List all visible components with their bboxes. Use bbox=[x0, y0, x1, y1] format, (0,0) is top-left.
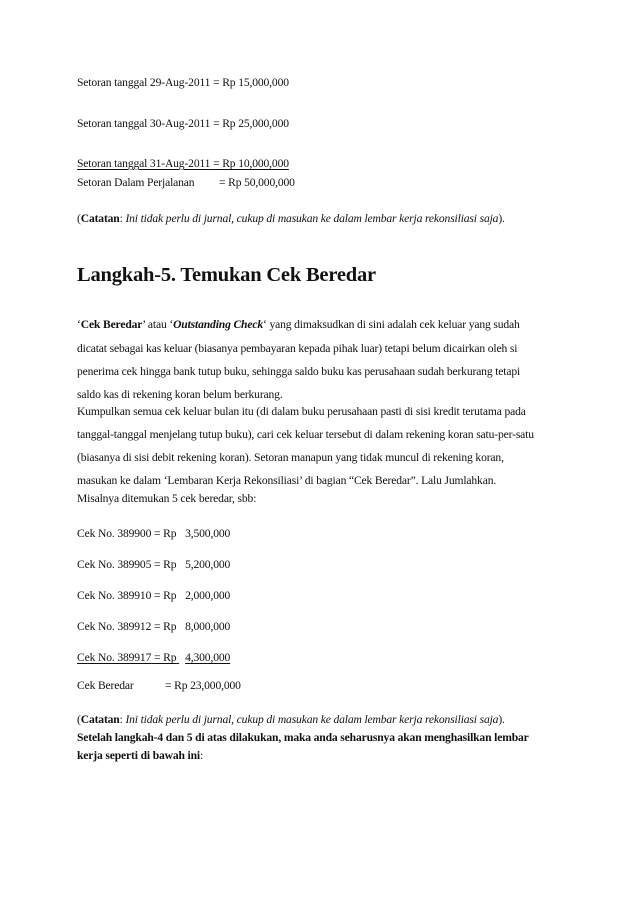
cek-amount: 3,500,000 bbox=[185, 527, 231, 540]
setoran-label: Setoran tanggal 29-Aug-2011 bbox=[77, 76, 211, 89]
cek-number: Cek No. 389905 bbox=[77, 558, 152, 571]
cek-amount: 4,300,000 bbox=[185, 651, 231, 664]
cek-number: Cek No. 389910 bbox=[77, 589, 152, 602]
cek-eq: = Rp bbox=[153, 651, 177, 664]
cek-line-4 bbox=[77, 620, 230, 633]
cek-amount: 5,200,000 bbox=[185, 558, 231, 571]
setoran-line-3 bbox=[77, 157, 289, 170]
paragraph-line-6: tanggal-tanggal menjelang tutup buku), cari cek keluar tersebut di dalam rekening koran satu-per-satu bbox=[77, 428, 534, 441]
paragraph-line-5: Kumpulkan semua cek keluar bulan itu (di dalam buku perusahaan pasti di sisi kredit terutama pada bbox=[77, 405, 526, 418]
note-open: ( bbox=[77, 713, 81, 726]
catatan-note-2 bbox=[77, 713, 505, 726]
note-close: ). bbox=[498, 212, 505, 225]
setoran-total-label: Setoran Dalam Perjalanan bbox=[77, 176, 195, 189]
section-heading: Langkah-5. Temukan Cek Beredar bbox=[77, 264, 376, 286]
cek-eq: = Rp bbox=[153, 558, 177, 571]
cek-number: Cek No. 389900 bbox=[77, 527, 152, 540]
paragraph-line-8: masukan ke dalam ‘Lembaran Kerja Rekonsiliasi’ di bagian “Cek Beredar”. Lalu Jumlahkan. bbox=[77, 474, 497, 487]
setoran-amount: = Rp 15,000,000 bbox=[213, 76, 289, 89]
paragraph-line-3: penerima cek hingga bank tutup buku, sehingga saldo buku kas perusahaan sudah berkurang tetapi bbox=[77, 365, 521, 378]
cek-number: Cek No. 389917 bbox=[77, 651, 152, 664]
setoran-label: Setoran tanggal 30-Aug-2011 bbox=[77, 117, 211, 130]
cek-amount: 8,000,000 bbox=[185, 620, 231, 633]
text-fragment: ‘ yang dimaksudkan di sini adalah cek keluar yang sudah bbox=[262, 318, 520, 331]
cek-total-amount: = Rp 23,000,000 bbox=[165, 679, 241, 692]
cek-total-line bbox=[77, 679, 241, 692]
note-colon: : bbox=[119, 713, 126, 726]
note-colon: : bbox=[119, 212, 126, 225]
quote-open: ‘ bbox=[77, 318, 81, 331]
term-outstanding-check: Outstanding Check bbox=[173, 318, 263, 331]
text-fragment: ’ atau ‘ bbox=[142, 318, 174, 331]
paragraph-line-7: (biasanya di sisi debit rekening koran). Setoran manapun yang tidak muncul di rekening koran, bbox=[77, 451, 504, 464]
cek-eq: = Rp bbox=[153, 527, 177, 540]
setoran-line-1 bbox=[77, 76, 289, 89]
catatan-note-1 bbox=[77, 212, 505, 225]
cek-eq: = Rp bbox=[153, 589, 177, 602]
note-label: Catatan bbox=[80, 212, 120, 225]
term-cek-beredar: Cek Beredar bbox=[80, 318, 143, 331]
setoran-total-line bbox=[77, 176, 295, 189]
closing-colon: : bbox=[200, 749, 204, 762]
note-open: ( bbox=[77, 212, 81, 225]
setoran-label: Setoran tanggal 31-Aug-2011 bbox=[77, 157, 211, 170]
closing-line-1: Setelah langkah-4 dan 5 di atas dilakukan, maka anda seharusnya akan menghasilkan lembar bbox=[77, 731, 529, 744]
note-text: Ini tidak perlu di jurnal, cukup di masukan ke dalam lembar kerja rekonsiliasi saja bbox=[125, 212, 499, 225]
cek-line-1 bbox=[77, 527, 230, 540]
closing-line-2 bbox=[77, 749, 203, 762]
paragraph-line-1 bbox=[77, 318, 520, 331]
note-text: Ini tidak perlu di jurnal, cukup di masukan ke dalam lembar kerja rekonsiliasi saja bbox=[125, 713, 499, 726]
cek-amount: 2,000,000 bbox=[185, 589, 231, 602]
cek-eq: = Rp bbox=[153, 620, 177, 633]
note-close: ). bbox=[498, 713, 505, 726]
cek-number: Cek No. 389912 bbox=[77, 620, 152, 633]
setoran-amount: = Rp 10,000,000 bbox=[213, 157, 289, 170]
paragraph-line-4: saldo kas di rekening koran belum berkurang. bbox=[77, 388, 283, 401]
paragraph-line-2: dicatat sebagai kas keluar (biasanya pembayaran kepada pihak luar) tetapi belum dicairkan oleh si bbox=[77, 342, 518, 355]
closing-text: kerja seperti di bawah ini bbox=[77, 749, 200, 762]
cek-total-label: Cek Beredar bbox=[77, 679, 134, 692]
cek-line-2 bbox=[77, 558, 230, 571]
setoran-line-2 bbox=[77, 117, 289, 130]
note-label: Catatan bbox=[80, 713, 120, 726]
setoran-amount: = Rp 25,000,000 bbox=[213, 117, 289, 130]
cek-line-3 bbox=[77, 589, 230, 602]
cek-line-5 bbox=[77, 651, 230, 664]
setoran-total-amount: = Rp 50,000,000 bbox=[219, 176, 295, 189]
paragraph-line-9: Misalnya ditemukan 5 cek beredar, sbb: bbox=[77, 492, 257, 505]
